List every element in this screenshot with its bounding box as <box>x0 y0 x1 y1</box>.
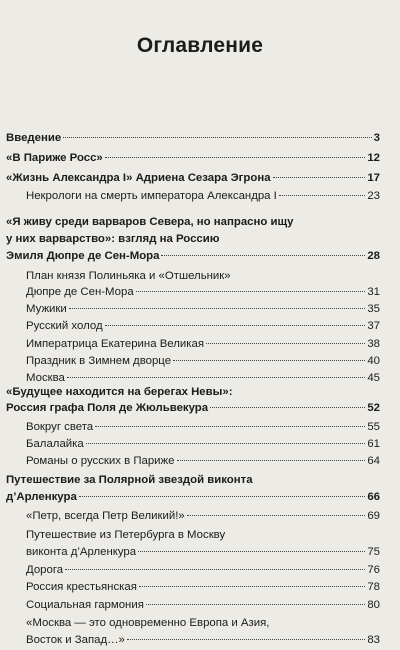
toc-entry-row <box>26 320 380 332</box>
toc-page-number: 40 <box>367 355 380 367</box>
dot-leader <box>65 569 365 570</box>
toc-entry-title: Императрица Екатерина Великая <box>26 338 205 350</box>
toc-entry-title: Дорога <box>26 564 64 576</box>
dot-leader <box>146 604 365 605</box>
toc-entry-title: Социальная гармония <box>26 599 144 611</box>
toc-entry-row <box>26 455 380 467</box>
toc-entry-title-line: «Москва — это одновременно Европа и Азия, <box>26 617 270 629</box>
toc-entry-row <box>26 303 380 315</box>
toc-entry-title: Русский холод <box>26 320 103 332</box>
toc-entry-title-line: у них варварство»: взгляд на Россию <box>6 233 220 245</box>
dot-leader <box>161 255 365 256</box>
toc-page-number: 52 <box>367 402 380 414</box>
toc-page-number: 75 <box>367 546 380 558</box>
toc-page-number: 64 <box>367 455 380 467</box>
dot-leader <box>105 325 366 326</box>
toc-entry-row <box>6 152 380 164</box>
dot-leader <box>95 426 365 427</box>
toc-page-number: 12 <box>367 152 380 164</box>
toc-entry-row <box>26 510 380 522</box>
dot-leader <box>139 586 365 587</box>
toc-entry-row <box>26 438 380 450</box>
toc-page-number: 23 <box>367 190 380 202</box>
toc-entry-row <box>26 338 380 350</box>
toc-entry-row <box>26 581 380 593</box>
toc-page-number: 35 <box>367 303 380 315</box>
toc-entry-row <box>26 421 380 433</box>
toc-entry-title: Россия графа Поля де Жюльвекура <box>6 402 209 414</box>
dot-leader <box>206 343 365 344</box>
toc-entry-title-line: Путешествие за Полярной звездой виконта <box>6 474 253 486</box>
toc-entry-row <box>6 491 380 503</box>
toc-entry-title: Романы о русских в Париже <box>26 455 175 467</box>
page-title: Оглавление <box>136 34 264 57</box>
dot-leader <box>105 157 366 158</box>
dot-leader <box>187 515 366 516</box>
toc-entry-row <box>6 402 380 414</box>
toc-entry-title: Введение <box>6 132 62 144</box>
toc-entry-title-line: «Я живу среди варваров Севера, но напрасно ищу <box>6 216 294 228</box>
toc-page-number: 45 <box>367 372 380 384</box>
toc-page-number: 28 <box>367 250 380 262</box>
toc-entry-title: Эмиля Дюпре де Сен-Мора <box>6 250 160 262</box>
dot-leader <box>69 308 366 309</box>
toc-page-number: 78 <box>367 581 380 593</box>
toc-page-number: 66 <box>367 491 380 503</box>
dot-leader <box>273 177 366 178</box>
dot-leader <box>127 639 366 640</box>
toc-page-number: 17 <box>367 172 380 184</box>
toc-entry-title: Дюпре де Сен-Мора <box>26 286 134 298</box>
toc-entry-title: д’Арленкура <box>6 491 77 503</box>
dot-leader <box>67 377 365 378</box>
dot-leader <box>86 443 366 444</box>
dot-leader <box>279 195 365 196</box>
toc-page-number: 76 <box>367 564 380 576</box>
toc-entry-title: Балалайка <box>26 438 84 450</box>
dot-leader <box>136 291 366 292</box>
toc-entry-title-line: Путешествие из Петербурга в Москву <box>26 529 226 541</box>
toc-entry-row <box>26 372 380 384</box>
toc-entry-title: Москва <box>26 372 65 384</box>
toc-entry-row <box>26 546 380 558</box>
toc-entry-title: Россия крестьянская <box>26 581 137 593</box>
toc-entry-row <box>26 190 380 202</box>
toc-entry-title: Некрологи на смерть императора Александра I <box>26 190 277 202</box>
toc-entry-title: «В Париже Росс» <box>6 152 103 164</box>
toc-page-number: 69 <box>367 510 380 522</box>
dot-leader <box>173 360 365 361</box>
toc-entry-title-line: План князя Полиньяка и «Отшельник» <box>26 270 231 282</box>
toc-entry-row <box>6 132 380 144</box>
toc-entry-title: «Петр, всегда Петр Великий!» <box>26 510 185 522</box>
toc-entry-title: «Жизнь Александра I» Адриена Сезара Эгрона <box>6 172 271 184</box>
toc-page-number: 38 <box>367 338 380 350</box>
toc-page-number: 80 <box>367 599 380 611</box>
toc-entry-row <box>6 172 380 184</box>
dot-leader <box>79 496 366 497</box>
dot-leader <box>138 551 365 552</box>
toc-entry-title: Вокруг света <box>26 421 94 433</box>
toc-entry-row <box>6 250 380 262</box>
toc-entry-row <box>26 634 380 646</box>
dot-leader <box>63 137 371 138</box>
toc-entry-row <box>26 564 380 576</box>
toc-page-number: 37 <box>367 320 380 332</box>
toc-entry-title: Восток и Запад…» <box>26 634 125 646</box>
dot-leader <box>210 407 365 408</box>
toc-entry-title: виконта д’Арленкура <box>26 546 137 558</box>
toc-page-number: 61 <box>367 438 380 450</box>
toc-entry-title-line: «Будущее находится на берегах Невы»: <box>6 386 233 398</box>
toc-entry-title: Мужики <box>26 303 67 315</box>
toc-entry-row <box>26 599 380 611</box>
toc-page-number: 3 <box>373 132 380 144</box>
toc-page-number: 83 <box>367 634 380 646</box>
toc-page-number: 55 <box>367 421 380 433</box>
toc-entry-row <box>26 286 380 298</box>
toc-page-number: 31 <box>367 286 380 298</box>
toc-entry-title: Праздник в Зимнем дворце <box>26 355 172 367</box>
dot-leader <box>177 460 366 461</box>
toc-entry-row <box>26 355 380 367</box>
